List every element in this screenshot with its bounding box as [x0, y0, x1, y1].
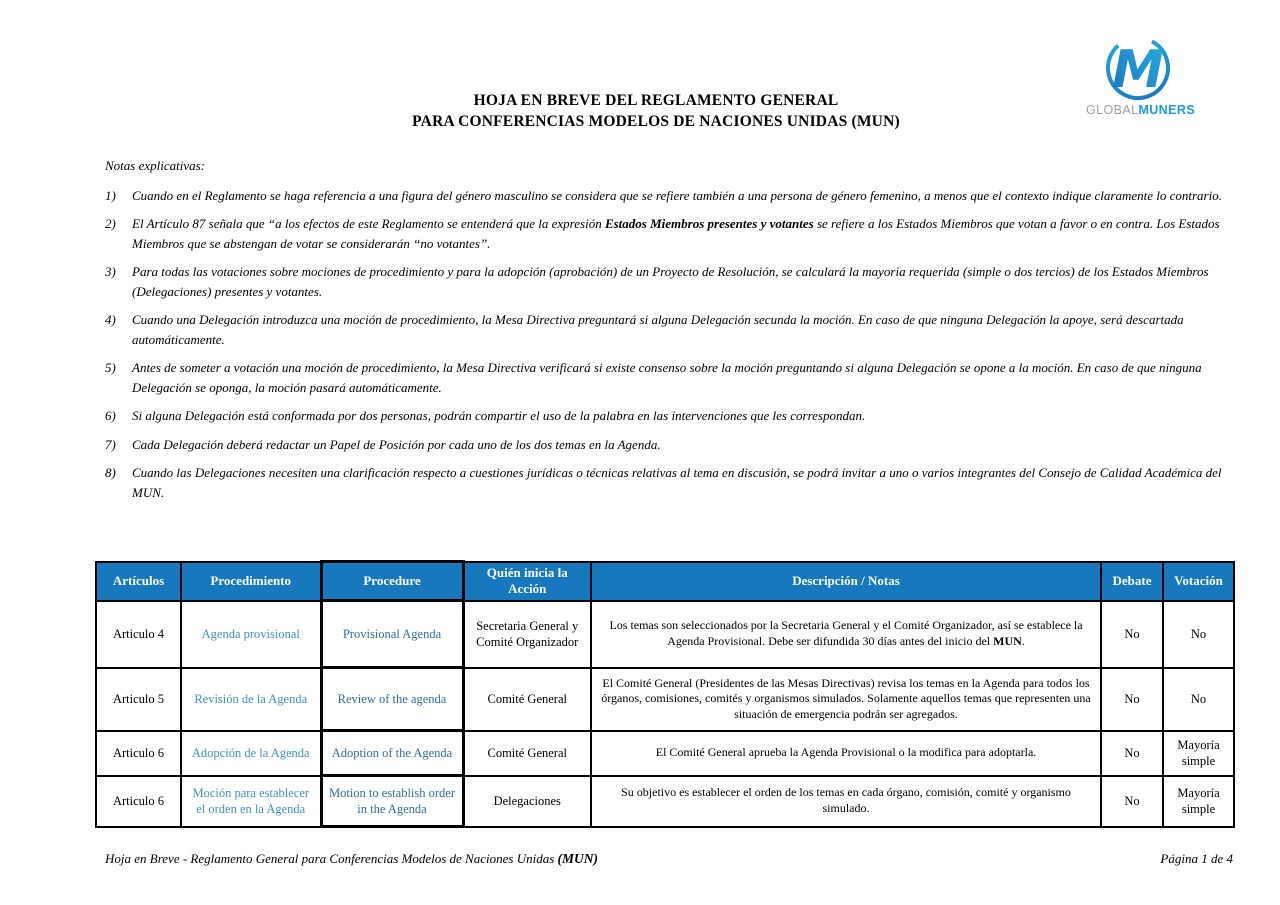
note-item-3 — [105, 262, 1231, 301]
note-text-pre: El Artículo 87 señala que “a los efectos de este Reglamento se entenderá que la expresión — [132, 216, 605, 231]
note-text: Para todas las votaciones sobre mociones de procedimiento y para la adopción (aprobación) de un Proyecto de Resolución, se calculará la mayoria requerida (simple o dos tercios) de los Estados Miembros (Delegaciones) presentes y votantes. — [132, 264, 1209, 299]
cell-procedure: Review of the agenda — [321, 668, 463, 731]
cell-inicia: Secretaria General y Comité Organizador — [463, 601, 591, 668]
note-text: Cuando una Delegación introduzca una moción de procedimiento, la Mesa Directiva preguntará si alguna Delegación secunda la moción. En caso de que ninguna Delegación la apoye, será descartada automáticamente. — [132, 312, 1184, 347]
footer-page-number: Página 1 de 4 — [1160, 851, 1233, 866]
cell-debate: No — [1101, 601, 1163, 668]
note-number: 8) — [105, 465, 116, 480]
note-number: 1) — [105, 187, 116, 203]
cell-votacion: No — [1163, 601, 1234, 668]
note-text-bold: Estados Miembros presentes y votantes — [604, 216, 814, 231]
desc-post: . — [1021, 634, 1025, 648]
cell-articulo: Articulo 6 — [96, 731, 181, 776]
note-text: Cada Delegación deberá redactar un Papel de Posición por cada uno de los dos temas en la Agenda. — [132, 436, 661, 452]
globalmuners-logo — [1086, 34, 1196, 117]
note-number: 5) — [105, 360, 116, 375]
note-number: 3) — [105, 264, 116, 279]
cell-debate: No — [1101, 776, 1163, 827]
cell-descripcion: El Comité General (Presidentes de las Mesas Directivas) revisa los temas en la Agenda para todos los órganos, comisiones, comités y organismos simulados. Solamente aquellos temas que representen una situación de emergencia podrán ser agregados. — [591, 668, 1101, 731]
explanatory-notes — [105, 156, 1231, 511]
cell-procedimiento — [181, 601, 321, 668]
page-footer — [105, 851, 1233, 867]
footer-left-bold: (MUN) — [557, 851, 598, 866]
procedimiento-link[interactable]: Revisión de la Agenda — [194, 691, 308, 706]
footer-left-text: Hoja en Breve - Reglamento General para Conferencias Modelos de Naciones Unidas — [105, 851, 558, 866]
cell-votacion: Mayoría simple — [1163, 731, 1234, 776]
cell-inicia: Comité General — [463, 731, 591, 776]
col-header-procedure: Procedure — [321, 562, 463, 601]
note-text: Cuando en el Reglamento se haga referencia a una figura del género masculino se considera que se refiere también a una persona de género femenino, a menos que el contexto indique claramente lo contrario. — [132, 187, 1222, 203]
table-row — [96, 668, 1234, 731]
notes-heading: Notas explicativas: — [105, 158, 206, 173]
cell-inicia: Delegaciones — [463, 776, 591, 827]
cell-descripcion — [591, 601, 1101, 668]
cell-votacion: Mayoría simple — [1163, 776, 1234, 827]
note-text: Si alguna Delegación está conformada por dos personas, podrán compartir el uso de la palabra en las intervenciones que les correspondan. — [132, 408, 866, 423]
cell-procedimiento — [181, 776, 321, 827]
cell-procedimiento — [181, 668, 321, 731]
note-text — [132, 214, 1231, 253]
procedimiento-link[interactable]: Adopción de la Agenda — [191, 745, 310, 760]
note-item-8 — [105, 463, 1231, 502]
cell-procedure: Motion to establish order in the Agenda — [321, 776, 463, 827]
col-header-procedimiento: Procedimiento — [181, 562, 321, 601]
cell-debate: No — [1101, 731, 1163, 776]
table-row — [96, 731, 1234, 776]
table-row — [96, 776, 1234, 827]
note-text: Antes de someter a votación una moción de procedimiento, la Mesa Directiva verificará si existe consenso sobre la moción preguntando si alguna Delegación se opone a la moción. En caso de que ninguna Delegación se oponga, la moción pasará automáticamente. — [132, 360, 1202, 395]
note-number: 2) — [105, 216, 116, 231]
cell-procedure: Provisional Agenda — [321, 601, 463, 668]
note-text-post: se refiere a los Estados Miembros que votan a favor o en contra. Los Estados Miembros que se abstengan de votar se considerarán “no votantes”. — [132, 216, 1220, 251]
table-row — [96, 601, 1234, 668]
cell-descripcion: Su objetivo es establecer el orden de los temas en cada órgano, comisión, comité y organismo simulado. — [591, 776, 1101, 827]
note-number: 7) — [105, 436, 116, 452]
procedimiento-link[interactable]: Agenda provisional — [201, 626, 300, 641]
logo-word-muners: MUNERS — [1138, 103, 1196, 117]
page-title-line1: HOJA EN BREVE DEL REGLAMENTO GENERAL — [473, 92, 839, 109]
rules-table — [95, 560, 1233, 828]
cell-articulo: Articulo 4 — [96, 601, 181, 668]
cell-inicia: Comité General — [463, 668, 591, 731]
cell-procedure: Adoption of the Agenda — [321, 731, 463, 776]
cell-descripcion: El Comité General aprueba la Agenda Provisional o la modifica para adoptarla. — [591, 731, 1101, 776]
page-title-line2: PARA CONFERENCIAS MODELOS DE NACIONES UNIDAS (MUN) — [412, 112, 900, 130]
cell-votacion: No — [1163, 668, 1234, 731]
note-item-1 — [105, 186, 1231, 206]
note-number: 4) — [105, 312, 116, 327]
logo-word-global: GLOBAL — [1086, 103, 1139, 117]
procedimiento-link[interactable]: Moción para establecer el orden en la Agenda — [192, 785, 310, 816]
note-item-7 — [105, 435, 1231, 455]
note-item-5 — [105, 358, 1231, 397]
col-header-votacion: Votación — [1163, 562, 1234, 601]
col-header-quien-inicia: Quién inicia la Acción — [463, 562, 591, 601]
note-item-4 — [105, 310, 1231, 349]
cell-procedimiento — [181, 731, 321, 776]
m-globe-icon — [1094, 34, 1182, 102]
logo-wordmark — [1086, 103, 1196, 117]
col-header-debate: Debate — [1101, 562, 1163, 601]
note-text: Cuando las Delegaciones necesiten una clarificación respecto a cuestiones jurídicas o técnicas relativas al tema en discusión, se podrá invitar a uno o varios integrantes del Consejo de Calidad Académica del MUN. — [132, 465, 1222, 500]
cell-articulo: Articulo 6 — [96, 776, 181, 827]
footer-document-name — [105, 851, 598, 867]
col-header-articulos: Artículos — [96, 562, 181, 601]
col-header-descripcion: Descripción / Notas — [591, 562, 1101, 601]
table-header-row — [96, 562, 1234, 601]
desc-bold: MUN — [993, 634, 1022, 648]
note-item-6 — [105, 406, 1231, 426]
cell-articulo: Articulo 5 — [96, 668, 181, 731]
desc-pre: Los temas son seleccionados por la Secretaria General y el Comité Organizador, así se establece la Agenda Provisional. Debe ser difundida 30 días antes del inicio del — [609, 618, 1083, 648]
svg-text:M: M — [1112, 40, 1164, 100]
cell-debate: No — [1101, 668, 1163, 731]
note-number: 6) — [105, 408, 116, 423]
note-item-2 — [105, 214, 1231, 253]
